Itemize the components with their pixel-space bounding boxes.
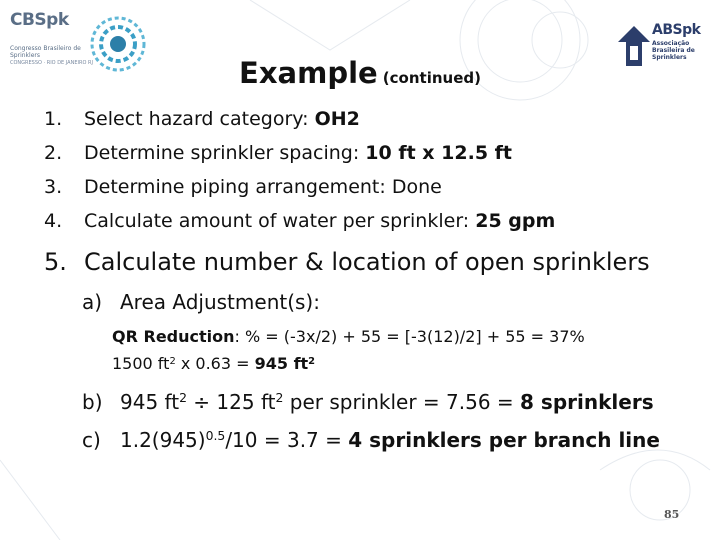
- step-number: 5.: [44, 248, 67, 276]
- area-original-exponent: 2: [169, 355, 176, 367]
- step-text: [84, 176, 442, 198]
- step-text: [84, 210, 555, 232]
- step-number: 1.: [44, 108, 63, 130]
- step-text-bold: 10 ft x 12.5 ft: [365, 142, 513, 164]
- abspk-logo-name: ABSpk: [652, 22, 701, 38]
- page-number: 85: [664, 508, 680, 521]
- sub-item-label: c): [82, 428, 101, 452]
- step-text-plain: Determine piping arrangement: Done: [84, 176, 442, 198]
- sub-item-label: a): [82, 290, 103, 314]
- qr-reduction-label: QR Reduction: [112, 327, 235, 346]
- cbspk-logo-name: CBSpk: [10, 10, 69, 30]
- area-result: 945 ft: [254, 354, 309, 373]
- cbspk-logo-location: CONGRESSO · RIO DE JANEIRO RJ: [10, 60, 93, 66]
- step-text-bold: 25 gpm: [475, 210, 556, 232]
- step-text: [84, 142, 512, 164]
- step-text: [84, 108, 360, 130]
- qr-reduction-formula: : % = (-3x/2) + 55 = [-3(12)/2] + 55 = 37%: [234, 327, 585, 346]
- formula-part: per sprinkler = 7.56 =: [283, 390, 521, 414]
- step-text-plain: Determine sprinkler spacing:: [84, 142, 366, 164]
- qr-reduction-line: [112, 327, 585, 346]
- step-text-bold: OH2: [314, 108, 360, 130]
- formula-part: 945 ft: [120, 390, 180, 414]
- formula-part: 1.2(945): [120, 428, 206, 452]
- area-result-exponent: 2: [308, 355, 316, 367]
- sub-item-label: b): [82, 390, 103, 414]
- slide-title-main: Example: [239, 56, 378, 90]
- slide-title-sub: (continued): [382, 69, 481, 87]
- step-text-plain: Select hazard category:: [84, 108, 315, 130]
- sub-item-text: [120, 390, 654, 414]
- sub-item-text: Area Adjustment(s):: [120, 290, 320, 314]
- formula-part: /10 = 3.7 =: [225, 428, 349, 452]
- formula-exponent: 2: [179, 390, 187, 406]
- formula-part: ÷ 125 ft: [186, 390, 276, 414]
- step-text-plain: Calculate amount of water per sprinkler:: [84, 210, 476, 232]
- formula-result: 8 sprinklers: [520, 390, 654, 414]
- area-adjustment-line: [112, 354, 315, 373]
- formula-exponent: 0.5: [205, 428, 226, 444]
- step-number: 4.: [44, 210, 63, 232]
- formula-exponent: 2: [275, 390, 284, 406]
- formula-result: 4 sprinklers per branch line: [348, 428, 660, 452]
- step-number: 3.: [44, 176, 63, 198]
- cbspk-logo-subtitle: Congresso Brasileiro de Sprinklers: [10, 45, 81, 59]
- step-text: Calculate number & location of open sprinklers: [84, 248, 650, 276]
- area-multiplier: x 0.63 =: [175, 354, 255, 373]
- area-original: 1500 ft: [112, 354, 170, 373]
- abspk-logo-subtitle: Associação Brasileira de Sprinklers: [652, 40, 695, 61]
- step-number: 2.: [44, 142, 63, 164]
- slide-title: [0, 56, 720, 90]
- sub-item-text: [120, 428, 660, 452]
